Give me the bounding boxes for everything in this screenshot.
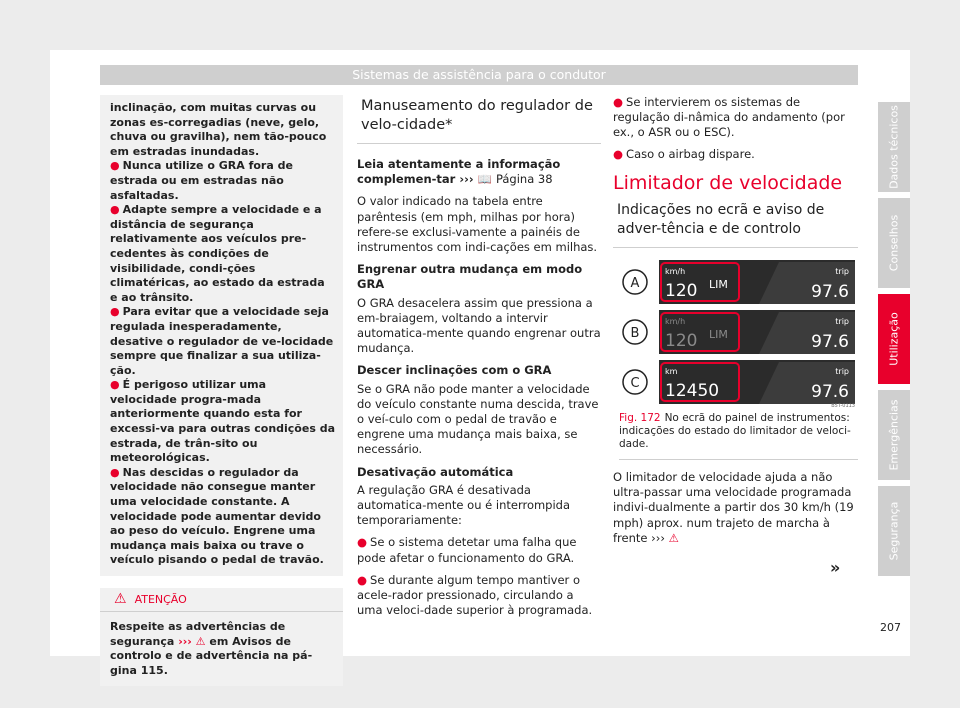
page-header: Sistemas de assistência para o condutor — [100, 65, 858, 85]
warning-triangle-icon: ⚠ — [114, 590, 127, 607]
tab-seguranca[interactable]: Segurança — [878, 486, 910, 576]
section-heading: Manuseamento do regulador de velo-cidade* — [357, 95, 601, 144]
warning-item: ● Nunca utilize o GRA fora de estrada ou em estradas não asfaltadas. — [110, 159, 293, 202]
bullet-icon: ● — [110, 465, 120, 479]
bullet-icon: ● — [613, 146, 624, 161]
bullet-icon: ● — [110, 305, 120, 319]
list-item: ● Se durante algum tempo mantiver o acele-rador pressionado, circulando a uma veloci-dade superior à programada. — [357, 572, 593, 618]
column-right — [613, 95, 858, 546]
section-subtitle: Indicações no ecrã e aviso de adver-tência e de controlo — [613, 201, 858, 248]
panel-trip-value: 97.6 — [811, 382, 849, 403]
figure-instrument-display — [619, 258, 857, 408]
paragraph: O limitador de velocidade ajuda a não ultra-passar uma velocidade programada indivi-dualmente a partir dos 30 km/h (19 mph) aprox. num trajeto de marcha à frente ››› ⚠ — [613, 470, 854, 545]
column-left — [100, 95, 343, 686]
warning-triangle-icon: ⚠ — [668, 530, 679, 545]
warning-continuation: inclinação, com muitas curvas ou zonas es-corregadias (neve, gelo, chuva ou gravilha), nem tão-pouco em estradas inundadas. — [110, 101, 327, 158]
paragraph: O GRA desacelera assim que pressiona a em-braiagem, voltando a intervir automatica-mente quando engrenar outra mudança. — [357, 295, 601, 356]
attention-title: ATENÇÃO — [134, 592, 187, 606]
continue-mark: » — [830, 558, 841, 577]
section-title: Limitador de velocidade — [613, 171, 843, 194]
panel-trip-label: trip — [835, 317, 849, 327]
bullet-icon: ● — [110, 159, 120, 173]
panel-lim: LIM — [709, 278, 728, 292]
list-item: ● Se intervierem os sistemas de regulação di-nâmica do andamento (por ex., o ASR ou o ESC). — [613, 95, 845, 140]
lead-paragraph: Leia atentamente a informação complemen-tar ››› 📖 Página 38 — [357, 157, 561, 187]
subheading: Descer inclinações com o GRA — [357, 363, 552, 378]
warning-triangle-icon: ⚠ — [195, 634, 206, 648]
bullet-icon: ● — [110, 203, 120, 217]
panel-value: 12450 — [665, 381, 720, 402]
tab-dados-tecnicos[interactable]: Dados técnicos — [878, 102, 910, 192]
paragraph: A regulação GRA é desativada automatica-mente ou é interrompida temporariamente: — [357, 482, 571, 528]
bullet-icon: ● — [613, 95, 624, 109]
book-icon: 📖 — [477, 172, 492, 187]
panel-lim: LIM — [709, 328, 728, 342]
figure-code: B5T-0113 — [831, 403, 855, 409]
warning-item: ● Adapte sempre a velocidade e a distância de segurança relativamente aos veículos pre-cedentes às condições de visibilidade, condi-ções climatéricas, ao estado da estrada e ao trânsito. — [110, 203, 325, 304]
tab-utilizacao[interactable]: Utilização — [878, 294, 910, 384]
paragraph: Se o GRA não pode manter a velocidade do veículo constante numa descida, trave o veí-culo com o pedal de travão e engrene uma mudança mais baixa, se necessário. — [357, 381, 599, 457]
attention-body: Respeite as advertências de segurança ››› ⚠ em Avisos de controlo e de advertência na pá-gina 115. — [110, 620, 313, 677]
bullet-icon: ● — [357, 572, 368, 587]
panel-letter: B — [630, 326, 640, 342]
panel-value: 120 — [665, 281, 698, 302]
page-number: 207 — [880, 621, 901, 634]
panel-unit: km/h — [665, 317, 686, 327]
subheading: Desativação automática — [357, 464, 514, 479]
tab-conselhos[interactable]: Conselhos — [878, 198, 910, 288]
warning-item: ● É perigoso utilizar uma velocidade progra-mada anteriormente quando esta for excessi-va para outras condições da estrada, de trân-sito ou meteorológicas. — [110, 378, 336, 465]
attention-header — [100, 588, 343, 612]
tab-emergencias[interactable]: Emergências — [878, 390, 910, 480]
figure-caption: Fig. 172 No ecrã do painel de instrumentos: indicações do estado do limitador de veloci-dade. — [619, 412, 858, 460]
paragraph: O valor indicado na tabela entre parêntesis (em mph, milhas por hora) refere-se exclusi-vamente a painéis de instrumentos com indi-cações em milhas. — [357, 194, 598, 255]
panel-trip-value: 97.6 — [811, 282, 849, 303]
panel-trip-value: 97.6 — [811, 332, 849, 353]
panel-letter: A — [630, 276, 640, 292]
cross-ref-arrow[interactable]: ››› — [651, 530, 665, 545]
list-item: ● Se o sistema detetar uma falha que pode afetar o funcionamento do GRA. — [357, 535, 577, 565]
cross-ref-arrow[interactable]: ››› — [459, 172, 474, 187]
attention-box — [100, 588, 343, 686]
bullet-icon: ● — [110, 378, 120, 392]
bullet-icon: ● — [357, 535, 368, 550]
warning-box — [100, 95, 343, 576]
panel-letter: C — [630, 376, 640, 392]
panel-value: 120 — [665, 331, 698, 352]
panel-unit: km — [665, 367, 678, 377]
list-item: ● Caso o airbag dispare. — [613, 146, 755, 161]
cross-ref-arrow[interactable]: ››› — [178, 634, 192, 648]
panel-unit: km/h — [665, 267, 686, 277]
panel-trip-label: trip — [835, 367, 849, 377]
figure-number: Fig. 172 — [619, 412, 661, 425]
panel-trip-label: trip — [835, 267, 849, 277]
warning-item: ● Nas descidas o regulador da velocidade não consegue manter uma velocidade constante. A velocidade pode aumentar devido ao peso do veículo. Engrene uma mudança mais baixa ou trave o veículo pisando o pedal de travão. — [110, 465, 324, 567]
display-illustration — [619, 258, 857, 408]
column-middle — [357, 95, 601, 625]
warning-item: ● Para evitar que a velocidade seja regulada inesperadamente, desative o regulador de ve-locidade sempre que finalizar a sua utiliza-ção. — [110, 305, 334, 377]
subheading: Engrenar outra mudança em modo GRA — [357, 262, 583, 292]
page-ref-link[interactable]: Página 38 — [495, 172, 553, 187]
